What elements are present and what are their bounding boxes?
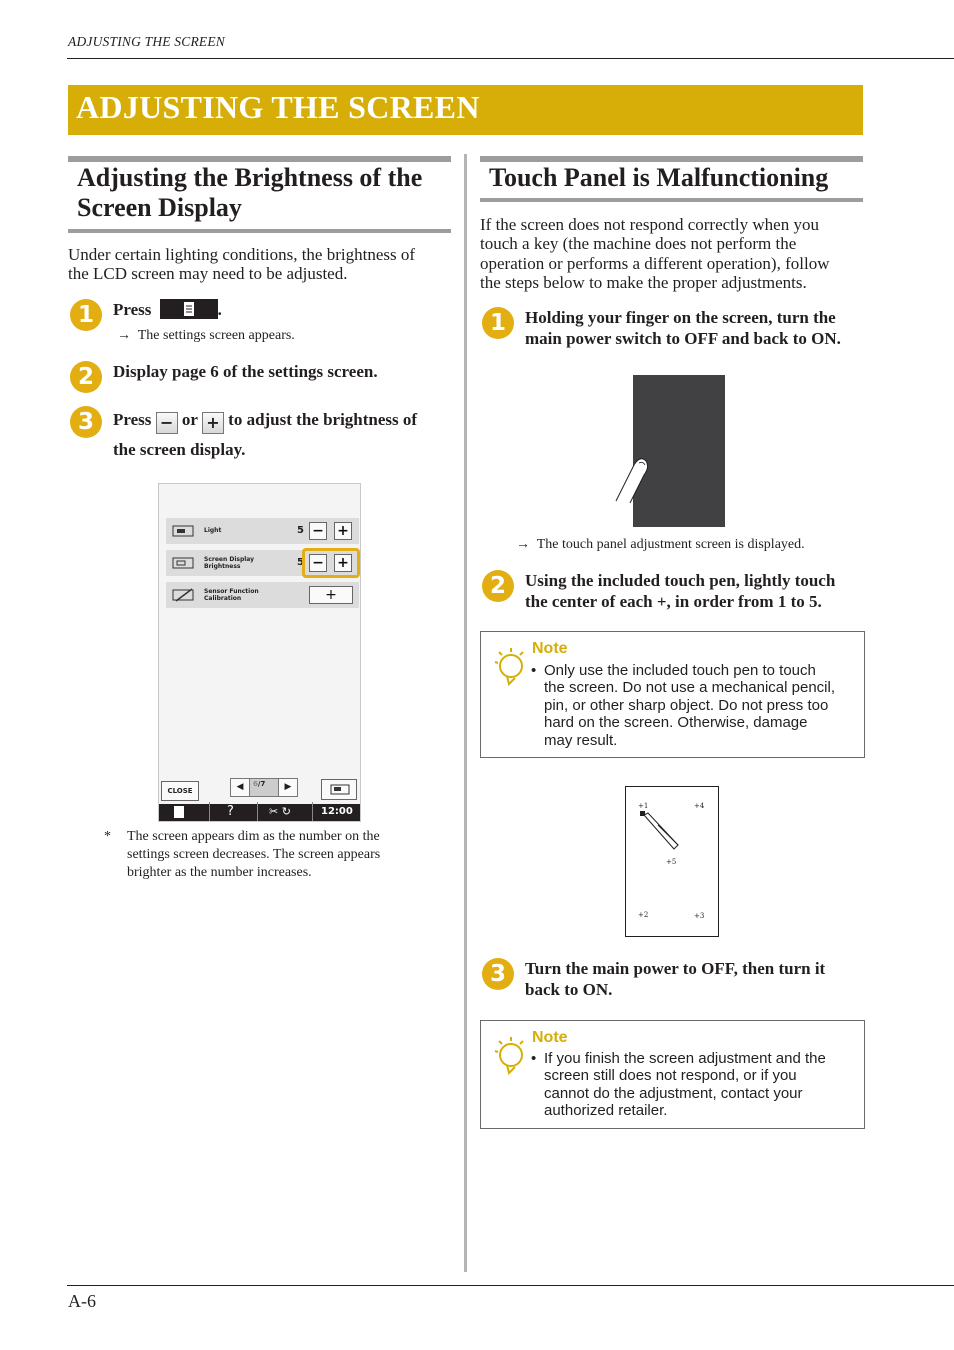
- result-text: The settings screen appears.: [137, 328, 295, 343]
- step-2-text: Display page 6 of the settings screen.: [113, 362, 378, 381]
- note-box: [480, 631, 865, 758]
- step-1-result: [117, 328, 295, 344]
- step-3-text: [113, 405, 417, 465]
- footnote-line: brighter as the number increases.: [127, 865, 312, 880]
- intro-line: Under certain lighting conditions, the brightness of: [68, 245, 416, 264]
- note-line: pin, or other sharp object. Do not press too: [544, 696, 829, 714]
- footnote: [127, 828, 380, 882]
- or-label: or: [181, 410, 198, 429]
- finger-icon: [612, 455, 657, 505]
- setting-label: Screen Display Brightness: [204, 556, 255, 570]
- calibration-point-1: +1: [638, 802, 649, 810]
- note-line: the screen. Do not use a mechanical pencil,: [544, 679, 835, 697]
- page-indicator: 6/7: [253, 780, 266, 788]
- footnote-mark: *: [104, 829, 111, 844]
- note-body: [544, 662, 835, 749]
- note-line: may result.: [544, 731, 618, 749]
- intro-paragraph: [68, 245, 415, 284]
- step-line: Using the included touch pen, lightly touch: [525, 571, 836, 590]
- note-bullet: •: [531, 662, 537, 679]
- step-3-continuation: to adjust the brightness of: [228, 410, 418, 429]
- step-line: back to ON.: [525, 980, 613, 999]
- prev-page-button[interactable]: ◀: [231, 779, 250, 796]
- period: .: [217, 300, 222, 319]
- header-rule: [67, 58, 954, 59]
- calibration-point-4: +4: [694, 802, 705, 810]
- press-label: Press: [113, 410, 152, 429]
- minus-button[interactable]: −: [309, 554, 327, 572]
- touch-pen-icon: [638, 807, 682, 853]
- note-line: screen still does not respond, or if you: [544, 1067, 797, 1085]
- calibration-point-5: +5: [666, 858, 677, 866]
- arrow-icon: →: [516, 537, 530, 552]
- step-3-line2: the screen display.: [113, 440, 246, 459]
- calibration-point-2: +2: [638, 911, 649, 919]
- section-rule-top: [480, 156, 863, 162]
- minus-button[interactable]: −: [309, 522, 327, 540]
- footnote-line: settings screen decreases. The screen appears: [127, 847, 381, 862]
- intro-line: the LCD screen may need to be adjusted.: [68, 264, 348, 284]
- heading-line: Screen Display: [77, 193, 242, 222]
- step-line: Turn the main power to OFF, then turn it: [525, 959, 826, 978]
- step-line: main power switch to OFF and back to ON.: [525, 329, 841, 348]
- minus-button[interactable]: −: [156, 412, 178, 434]
- plus-button[interactable]: +: [334, 522, 352, 540]
- press-label: Press: [113, 300, 152, 319]
- sewing-machine-icon: [322, 780, 356, 799]
- setting-row-calibration: [166, 582, 359, 608]
- setting-value: 5: [297, 557, 304, 568]
- lightbulb-icon: [493, 1033, 525, 1077]
- section-heading-brightness: [77, 163, 422, 223]
- intro-line: operation or performs a different operation), follow: [480, 253, 830, 273]
- page-navigator: [230, 778, 298, 797]
- section-rule-bottom: [480, 198, 863, 202]
- plus-button[interactable]: +: [334, 554, 352, 572]
- step-2-text: [525, 570, 835, 612]
- note-box: [480, 1020, 865, 1129]
- settings-screen: [158, 483, 361, 822]
- page-current: 6: [253, 780, 258, 788]
- step-1-text: [525, 307, 841, 349]
- step-badge: 1: [70, 299, 102, 331]
- section-rule-bottom: [68, 229, 451, 233]
- note-line: Only use the included touch pen to touch: [544, 662, 816, 679]
- close-button[interactable]: CLOSE: [161, 781, 199, 801]
- step-line: the center of each +, in order from 1 to 5.: [525, 592, 822, 611]
- heading-line: Adjusting the Brightness of the: [77, 163, 423, 192]
- intro-paragraph: [480, 215, 829, 292]
- note-title: Note: [532, 640, 568, 657]
- section-heading-touch-panel: Touch Panel is Malfunctioning: [489, 163, 829, 192]
- page-number: A-6: [68, 1291, 96, 1311]
- calibration-button[interactable]: +: [309, 586, 353, 604]
- touch-pen-icon: [172, 587, 196, 602]
- page-title: ADJUSTING THE SCREEN: [76, 89, 480, 125]
- note-line: cannot do the adjustment, contact your: [544, 1084, 803, 1102]
- step-1-result: [516, 537, 805, 553]
- result-text: The touch panel adjustment screen is displayed.: [536, 537, 805, 552]
- divider: [209, 802, 210, 821]
- step-3-text: [525, 958, 825, 1000]
- calibration-point-3: +3: [694, 912, 705, 920]
- settings-icon[interactable]: [174, 806, 184, 818]
- note-line: hard on the screen. Otherwise, damage: [544, 714, 808, 732]
- intro-line: the steps below to make the proper adjustments.: [480, 272, 807, 292]
- setting-label: Light: [204, 527, 222, 534]
- setting-value: 5: [297, 525, 304, 536]
- divider: [257, 802, 258, 821]
- sewing-machine-icon: [172, 523, 196, 538]
- settings-icon: [160, 299, 218, 319]
- status-bar: [159, 804, 360, 821]
- setting-label: Sensor Function Calibration: [204, 588, 259, 602]
- step-line: Holding your finger on the screen, turn the: [525, 308, 836, 327]
- clock: 12:00: [321, 806, 353, 817]
- note-body: [544, 1050, 826, 1120]
- step-badge: 2: [70, 361, 102, 393]
- section-rule-top: [68, 156, 451, 162]
- machine-setting-button[interactable]: [321, 779, 357, 800]
- note-bullet: •: [531, 1050, 537, 1067]
- step-badge: 3: [70, 406, 102, 438]
- sewing-status-icon[interactable]: ✂ ↻: [269, 805, 291, 818]
- settings-button[interactable]: [160, 299, 218, 319]
- divider: [312, 802, 313, 821]
- lightbulb-icon: [493, 644, 525, 688]
- running-header: ADJUSTING THE SCREEN: [68, 34, 225, 49]
- column-divider: [464, 154, 467, 1272]
- step-1-text: [113, 299, 222, 320]
- arrow-icon: →: [117, 328, 131, 343]
- setting-row-light: [166, 518, 359, 544]
- next-page-button[interactable]: ▶: [278, 779, 297, 796]
- screen-brightness-icon: [172, 555, 196, 570]
- intro-line: If the screen does not respond correctly when you: [480, 215, 819, 234]
- footer-rule: [67, 1285, 954, 1286]
- calibration-screen: [625, 786, 719, 937]
- page-total: 7: [260, 780, 266, 788]
- setting-row-brightness: [166, 550, 359, 576]
- footnote-line: The screen appears dim as the number on the: [127, 829, 380, 844]
- step-badge: 1: [482, 307, 514, 339]
- help-icon[interactable]: ?: [227, 804, 234, 819]
- plus-button[interactable]: +: [202, 412, 224, 434]
- step-badge: 3: [482, 958, 514, 990]
- note-title: Note: [532, 1029, 568, 1046]
- step-badge: 2: [482, 570, 514, 602]
- intro-line: touch a key (the machine does not perform the: [480, 234, 797, 254]
- note-line: authorized retailer.: [544, 1102, 668, 1120]
- step-3-line1: [113, 405, 417, 435]
- note-line: If you finish the screen adjustment and the: [544, 1050, 826, 1067]
